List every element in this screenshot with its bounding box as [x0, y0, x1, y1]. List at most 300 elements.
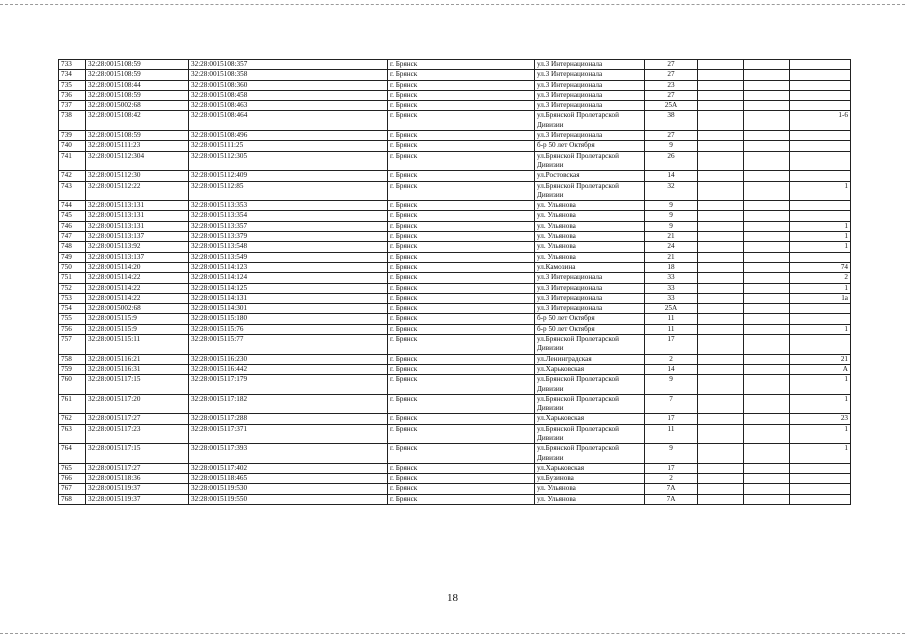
object-cadastral-number-cell: 32:28:0015117:288	[189, 414, 388, 424]
empty-cell	[698, 262, 744, 272]
apartment-cell	[790, 474, 851, 484]
parcel-cadastral-number-cell: 32:28:0015114:22	[86, 273, 189, 283]
empty-cell	[698, 232, 744, 242]
house-number-cell: 14	[645, 364, 698, 374]
empty-cell	[744, 463, 790, 473]
parcel-cadastral-number-cell: 32:28:0015113:137	[86, 252, 189, 262]
table-row	[59, 424, 851, 444]
house-number-cell: 7А	[645, 484, 698, 494]
row-number-cell: 737	[59, 101, 86, 111]
empty-cell	[744, 90, 790, 100]
parcel-cadastral-number-cell: 32:28:0015002:68	[86, 101, 189, 111]
empty-cell	[698, 324, 744, 334]
city-cell: г. Брянск	[388, 484, 535, 494]
house-number-cell: 38	[645, 111, 698, 131]
city-cell: г. Брянск	[388, 90, 535, 100]
parcel-cadastral-number-cell: 32:28:0015112:30	[86, 171, 189, 181]
row-number-cell: 750	[59, 262, 86, 272]
empty-cell	[698, 151, 744, 171]
apartment-cell: 1а	[790, 293, 851, 303]
object-cadastral-number-cell: 32:28:0015108:496	[189, 131, 388, 141]
table-row	[59, 494, 851, 504]
city-cell: г. Брянск	[388, 80, 535, 90]
row-number-cell: 766	[59, 474, 86, 484]
object-cadastral-number-cell: 32:28:0015115:180	[189, 314, 388, 324]
object-cadastral-number-cell: 32:28:0015113:357	[189, 221, 388, 231]
house-number-cell: 18	[645, 262, 698, 272]
parcel-cadastral-number-cell: 32:28:0015116:31	[86, 364, 189, 374]
parcel-cadastral-number-cell: 32:28:0015108:42	[86, 111, 189, 131]
empty-cell	[744, 273, 790, 283]
city-cell: г. Брянск	[388, 242, 535, 252]
empty-cell	[744, 335, 790, 355]
empty-cell	[698, 80, 744, 90]
empty-cell	[744, 375, 790, 395]
apartment-cell	[790, 484, 851, 494]
parcel-cadastral-number-cell: 32:28:0015117:15	[86, 444, 189, 464]
object-cadastral-number-cell: 32:28:0015119:530	[189, 484, 388, 494]
table-row	[59, 414, 851, 424]
city-cell: г. Брянск	[388, 414, 535, 424]
table-row	[59, 293, 851, 303]
empty-cell	[698, 335, 744, 355]
street-cell: ул.Ростовская	[535, 171, 645, 181]
street-cell: ул.3 Интернационала	[535, 304, 645, 314]
house-number-cell: 9	[645, 201, 698, 211]
empty-cell	[744, 221, 790, 231]
register-table-body	[59, 60, 851, 505]
city-cell: г. Брянск	[388, 101, 535, 111]
apartment-cell: 1	[790, 283, 851, 293]
empty-cell	[698, 242, 744, 252]
street-cell: ул.Брянской Пролетарской Дивизии	[535, 151, 645, 171]
empty-cell	[698, 201, 744, 211]
empty-cell	[744, 60, 790, 70]
object-cadastral-number-cell: 32:28:0015117:179	[189, 375, 388, 395]
parcel-cadastral-number-cell: 32:28:0015117:15	[86, 375, 189, 395]
parcel-cadastral-number-cell: 32:28:0015111:23	[86, 141, 189, 151]
apartment-cell	[790, 131, 851, 141]
empty-cell	[698, 283, 744, 293]
object-cadastral-number-cell: 32:28:0015113:353	[189, 201, 388, 211]
scan-edge-top	[0, 4, 905, 5]
object-cadastral-number-cell: 32:28:0015114:124	[189, 273, 388, 283]
parcel-cadastral-number-cell: 32:28:0015117:20	[86, 394, 189, 414]
city-cell: г. Брянск	[388, 70, 535, 80]
table-row	[59, 201, 851, 211]
empty-cell	[744, 211, 790, 221]
table-row	[59, 484, 851, 494]
table-row	[59, 242, 851, 252]
row-number-cell: 736	[59, 90, 86, 100]
city-cell: г. Брянск	[388, 171, 535, 181]
object-cadastral-number-cell: 32:28:0015114:125	[189, 283, 388, 293]
empty-cell	[744, 364, 790, 374]
house-number-cell: 17	[645, 414, 698, 424]
house-number-cell: 11	[645, 324, 698, 334]
empty-cell	[744, 80, 790, 90]
city-cell: г. Брянск	[388, 181, 535, 201]
object-cadastral-number-cell: 32:28:0015119:550	[189, 494, 388, 504]
street-cell: ул.3 Интернационала	[535, 90, 645, 100]
object-cadastral-number-cell: 32:28:0015117:182	[189, 394, 388, 414]
empty-cell	[744, 484, 790, 494]
street-cell: ул.Брянской Пролетарской Дивизии	[535, 181, 645, 201]
object-cadastral-number-cell: 32:28:0015108:357	[189, 60, 388, 70]
apartment-cell: 23	[790, 414, 851, 424]
street-cell: б-р 50 лет Октября	[535, 324, 645, 334]
row-number-cell: 767	[59, 484, 86, 494]
row-number-cell: 764	[59, 444, 86, 464]
apartment-cell	[790, 211, 851, 221]
city-cell: г. Брянск	[388, 151, 535, 171]
apartment-cell: 2	[790, 273, 851, 283]
parcel-cadastral-number-cell: 32:28:0015112:22	[86, 181, 189, 201]
table-row	[59, 252, 851, 262]
parcel-cadastral-number-cell: 32:28:0015108:59	[86, 90, 189, 100]
empty-cell	[698, 364, 744, 374]
table-row	[59, 273, 851, 283]
house-number-cell: 9	[645, 141, 698, 151]
empty-cell	[698, 394, 744, 414]
object-cadastral-number-cell: 32:28:0015117:393	[189, 444, 388, 464]
row-number-cell: 738	[59, 111, 86, 131]
street-cell: ул. Ульянова	[535, 242, 645, 252]
empty-cell	[698, 314, 744, 324]
house-number-cell: 9	[645, 211, 698, 221]
house-number-cell: 21	[645, 232, 698, 242]
apartment-cell	[790, 494, 851, 504]
apartment-cell	[790, 70, 851, 80]
parcel-cadastral-number-cell: 32:28:0015114:22	[86, 293, 189, 303]
table-row	[59, 232, 851, 242]
city-cell: г. Брянск	[388, 252, 535, 262]
parcel-cadastral-number-cell: 32:28:0015114:22	[86, 283, 189, 293]
parcel-cadastral-number-cell: 32:28:0015117:27	[86, 463, 189, 473]
parcel-cadastral-number-cell: 32:28:0015108:59	[86, 60, 189, 70]
object-cadastral-number-cell: 32:28:0015117:402	[189, 463, 388, 473]
street-cell: ул.Брянской Пролетарской Дивизии	[535, 394, 645, 414]
apartment-cell: 1	[790, 221, 851, 231]
apartment-cell	[790, 90, 851, 100]
parcel-cadastral-number-cell: 32:28:0015113:137	[86, 232, 189, 242]
scan-edge-bottom	[0, 633, 905, 634]
house-number-cell: 11	[645, 424, 698, 444]
house-number-cell: 14	[645, 171, 698, 181]
empty-cell	[698, 171, 744, 181]
empty-cell	[744, 474, 790, 484]
street-cell: ул.Ленинградская	[535, 354, 645, 364]
empty-cell	[744, 354, 790, 364]
empty-cell	[744, 201, 790, 211]
row-number-cell: 761	[59, 394, 86, 414]
street-cell: ул.3 Интернационала	[535, 273, 645, 283]
house-number-cell: 7	[645, 394, 698, 414]
empty-cell	[698, 101, 744, 111]
city-cell: г. Брянск	[388, 474, 535, 484]
row-number-cell: 763	[59, 424, 86, 444]
house-number-cell: 33	[645, 283, 698, 293]
empty-cell	[744, 131, 790, 141]
apartment-cell	[790, 252, 851, 262]
apartment-cell: 1	[790, 444, 851, 464]
row-number-cell: 748	[59, 242, 86, 252]
house-number-cell: 25А	[645, 304, 698, 314]
empty-cell	[698, 181, 744, 201]
object-cadastral-number-cell: 32:28:0015112:305	[189, 151, 388, 171]
house-number-cell: 26	[645, 151, 698, 171]
parcel-cadastral-number-cell: 32:28:0015002:68	[86, 304, 189, 314]
street-cell: ул.3 Интернационала	[535, 293, 645, 303]
apartment-cell: А	[790, 364, 851, 374]
street-cell: ул.Брянской Пролетарской Дивизии	[535, 444, 645, 464]
table-row	[59, 141, 851, 151]
object-cadastral-number-cell: 32:28:0015108:458	[189, 90, 388, 100]
city-cell: г. Брянск	[388, 304, 535, 314]
street-cell: ул.3 Интернационала	[535, 80, 645, 90]
city-cell: г. Брянск	[388, 424, 535, 444]
table-row	[59, 474, 851, 484]
city-cell: г. Брянск	[388, 211, 535, 221]
row-number-cell: 752	[59, 283, 86, 293]
empty-cell	[744, 314, 790, 324]
row-number-cell: 735	[59, 80, 86, 90]
table-row	[59, 444, 851, 464]
row-number-cell: 753	[59, 293, 86, 303]
table-row	[59, 211, 851, 221]
empty-cell	[698, 60, 744, 70]
table-row	[59, 314, 851, 324]
object-cadastral-number-cell: 32:28:0015113:548	[189, 242, 388, 252]
street-cell: ул. Ульянова	[535, 252, 645, 262]
city-cell: г. Брянск	[388, 201, 535, 211]
object-cadastral-number-cell: 32:28:0015115:76	[189, 324, 388, 334]
empty-cell	[698, 354, 744, 364]
empty-cell	[698, 90, 744, 100]
house-number-cell: 27	[645, 60, 698, 70]
street-cell: ул.Брянской Пролетарской Дивизии	[535, 424, 645, 444]
object-cadastral-number-cell: 32:28:0015113:379	[189, 232, 388, 242]
empty-cell	[698, 70, 744, 80]
street-cell: ул.Камозина	[535, 262, 645, 272]
parcel-cadastral-number-cell: 32:28:0015115:11	[86, 335, 189, 355]
city-cell: г. Брянск	[388, 283, 535, 293]
street-cell: ул.Харьковская	[535, 463, 645, 473]
street-cell: ул. Ульянова	[535, 201, 645, 211]
apartment-cell: 1	[790, 324, 851, 334]
table-row	[59, 221, 851, 231]
house-number-cell: 2	[645, 474, 698, 484]
city-cell: г. Брянск	[388, 463, 535, 473]
empty-cell	[698, 252, 744, 262]
street-cell: ул.Брянской Пролетарской Дивизии	[535, 375, 645, 395]
city-cell: г. Брянск	[388, 375, 535, 395]
apartment-cell: 1-6	[790, 111, 851, 131]
street-cell: ул.3 Интернационала	[535, 70, 645, 80]
street-cell: ул. Ульянова	[535, 211, 645, 221]
street-cell: ул.Харьковская	[535, 364, 645, 374]
apartment-cell	[790, 304, 851, 314]
row-number-cell: 755	[59, 314, 86, 324]
empty-cell	[744, 283, 790, 293]
object-cadastral-number-cell: 32:28:0015114:301	[189, 304, 388, 314]
city-cell: г. Брянск	[388, 111, 535, 131]
empty-cell	[744, 444, 790, 464]
city-cell: г. Брянск	[388, 60, 535, 70]
empty-cell	[744, 101, 790, 111]
table-row	[59, 181, 851, 201]
house-number-cell: 9	[645, 221, 698, 231]
apartment-cell: 1	[790, 232, 851, 242]
table-row	[59, 324, 851, 334]
street-cell: б-р 50 лет Октября	[535, 314, 645, 324]
table-row	[59, 364, 851, 374]
table-row	[59, 80, 851, 90]
house-number-cell: 24	[645, 242, 698, 252]
city-cell: г. Брянск	[388, 394, 535, 414]
empty-cell	[744, 414, 790, 424]
city-cell: г. Брянск	[388, 232, 535, 242]
table-row	[59, 60, 851, 70]
empty-cell	[698, 273, 744, 283]
object-cadastral-number-cell: 32:28:0015108:464	[189, 111, 388, 131]
apartment-cell: 1	[790, 424, 851, 444]
parcel-cadastral-number-cell: 32:28:0015117:23	[86, 424, 189, 444]
row-number-cell: 749	[59, 252, 86, 262]
street-cell: ул.Бузинова	[535, 474, 645, 484]
empty-cell	[744, 424, 790, 444]
empty-cell	[744, 252, 790, 262]
empty-cell	[698, 211, 744, 221]
house-number-cell: 33	[645, 273, 698, 283]
empty-cell	[744, 242, 790, 252]
table-row	[59, 354, 851, 364]
house-number-cell: 11	[645, 314, 698, 324]
table-row	[59, 151, 851, 171]
row-number-cell: 760	[59, 375, 86, 395]
empty-cell	[698, 463, 744, 473]
row-number-cell: 745	[59, 211, 86, 221]
empty-cell	[744, 232, 790, 242]
object-cadastral-number-cell: 32:28:0015113:354	[189, 211, 388, 221]
object-cadastral-number-cell: 32:28:0015115:77	[189, 335, 388, 355]
apartment-cell	[790, 201, 851, 211]
table-row	[59, 283, 851, 293]
object-cadastral-number-cell: 32:28:0015108:358	[189, 70, 388, 80]
empty-cell	[744, 181, 790, 201]
house-number-cell: 25А	[645, 101, 698, 111]
register-table	[58, 59, 851, 505]
street-cell: ул.3 Интернационала	[535, 60, 645, 70]
table-row	[59, 335, 851, 355]
street-cell: ул. Ульянова	[535, 494, 645, 504]
empty-cell	[698, 494, 744, 504]
object-cadastral-number-cell: 32:28:0015112:85	[189, 181, 388, 201]
parcel-cadastral-number-cell: 32:28:0015119:37	[86, 494, 189, 504]
house-number-cell: 9	[645, 375, 698, 395]
parcel-cadastral-number-cell: 32:28:0015117:27	[86, 414, 189, 424]
row-number-cell: 759	[59, 364, 86, 374]
row-number-cell: 746	[59, 221, 86, 231]
table-row	[59, 463, 851, 473]
row-number-cell: 751	[59, 273, 86, 283]
city-cell: г. Брянск	[388, 335, 535, 355]
street-cell: ул.Брянской Пролетарской Дивизии	[535, 111, 645, 131]
house-number-cell: 17	[645, 463, 698, 473]
empty-cell	[698, 474, 744, 484]
city-cell: г. Брянск	[388, 364, 535, 374]
house-number-cell: 21	[645, 252, 698, 262]
empty-cell	[744, 304, 790, 314]
empty-cell	[698, 141, 744, 151]
house-number-cell: 27	[645, 90, 698, 100]
empty-cell	[698, 111, 744, 131]
table-row	[59, 171, 851, 181]
apartment-cell	[790, 151, 851, 171]
house-number-cell: 9	[645, 444, 698, 464]
row-number-cell: 739	[59, 131, 86, 141]
apartment-cell	[790, 141, 851, 151]
city-cell: г. Брянск	[388, 141, 535, 151]
object-cadastral-number-cell: 32:28:0015113:549	[189, 252, 388, 262]
row-number-cell: 768	[59, 494, 86, 504]
city-cell: г. Брянск	[388, 293, 535, 303]
parcel-cadastral-number-cell: 32:28:0015116:21	[86, 354, 189, 364]
empty-cell	[744, 141, 790, 151]
parcel-cadastral-number-cell: 32:28:0015119:37	[86, 484, 189, 494]
table-row	[59, 101, 851, 111]
parcel-cadastral-number-cell: 32:28:0015113:131	[86, 211, 189, 221]
parcel-cadastral-number-cell: 32:28:0015113:92	[86, 242, 189, 252]
empty-cell	[744, 262, 790, 272]
parcel-cadastral-number-cell: 32:28:0015108:59	[86, 70, 189, 80]
apartment-cell: 1	[790, 375, 851, 395]
city-cell: г. Брянск	[388, 354, 535, 364]
object-cadastral-number-cell: 32:28:0015112:409	[189, 171, 388, 181]
table-row	[59, 262, 851, 272]
house-number-cell: 27	[645, 70, 698, 80]
city-cell: г. Брянск	[388, 494, 535, 504]
parcel-cadastral-number-cell: 32:28:0015112:304	[86, 151, 189, 171]
apartment-cell	[790, 335, 851, 355]
house-number-cell: 23	[645, 80, 698, 90]
row-number-cell: 754	[59, 304, 86, 314]
object-cadastral-number-cell: 32:28:0015116:442	[189, 364, 388, 374]
object-cadastral-number-cell: 32:28:0015114:123	[189, 262, 388, 272]
city-cell: г. Брянск	[388, 131, 535, 141]
parcel-cadastral-number-cell: 32:28:0015108:44	[86, 80, 189, 90]
row-number-cell: 765	[59, 463, 86, 473]
empty-cell	[698, 444, 744, 464]
empty-cell	[744, 394, 790, 414]
table-row	[59, 90, 851, 100]
object-cadastral-number-cell: 32:28:0015117:371	[189, 424, 388, 444]
object-cadastral-number-cell: 32:28:0015118:465	[189, 474, 388, 484]
house-number-cell: 7А	[645, 494, 698, 504]
row-number-cell: 734	[59, 70, 86, 80]
city-cell: г. Брянск	[388, 273, 535, 283]
empty-cell	[698, 424, 744, 444]
city-cell: г. Брянск	[388, 262, 535, 272]
apartment-cell	[790, 60, 851, 70]
row-number-cell: 747	[59, 232, 86, 242]
page-number: 18	[447, 592, 458, 604]
empty-cell	[744, 151, 790, 171]
empty-cell	[698, 375, 744, 395]
empty-cell	[744, 293, 790, 303]
empty-cell	[698, 221, 744, 231]
apartment-cell: 74	[790, 262, 851, 272]
